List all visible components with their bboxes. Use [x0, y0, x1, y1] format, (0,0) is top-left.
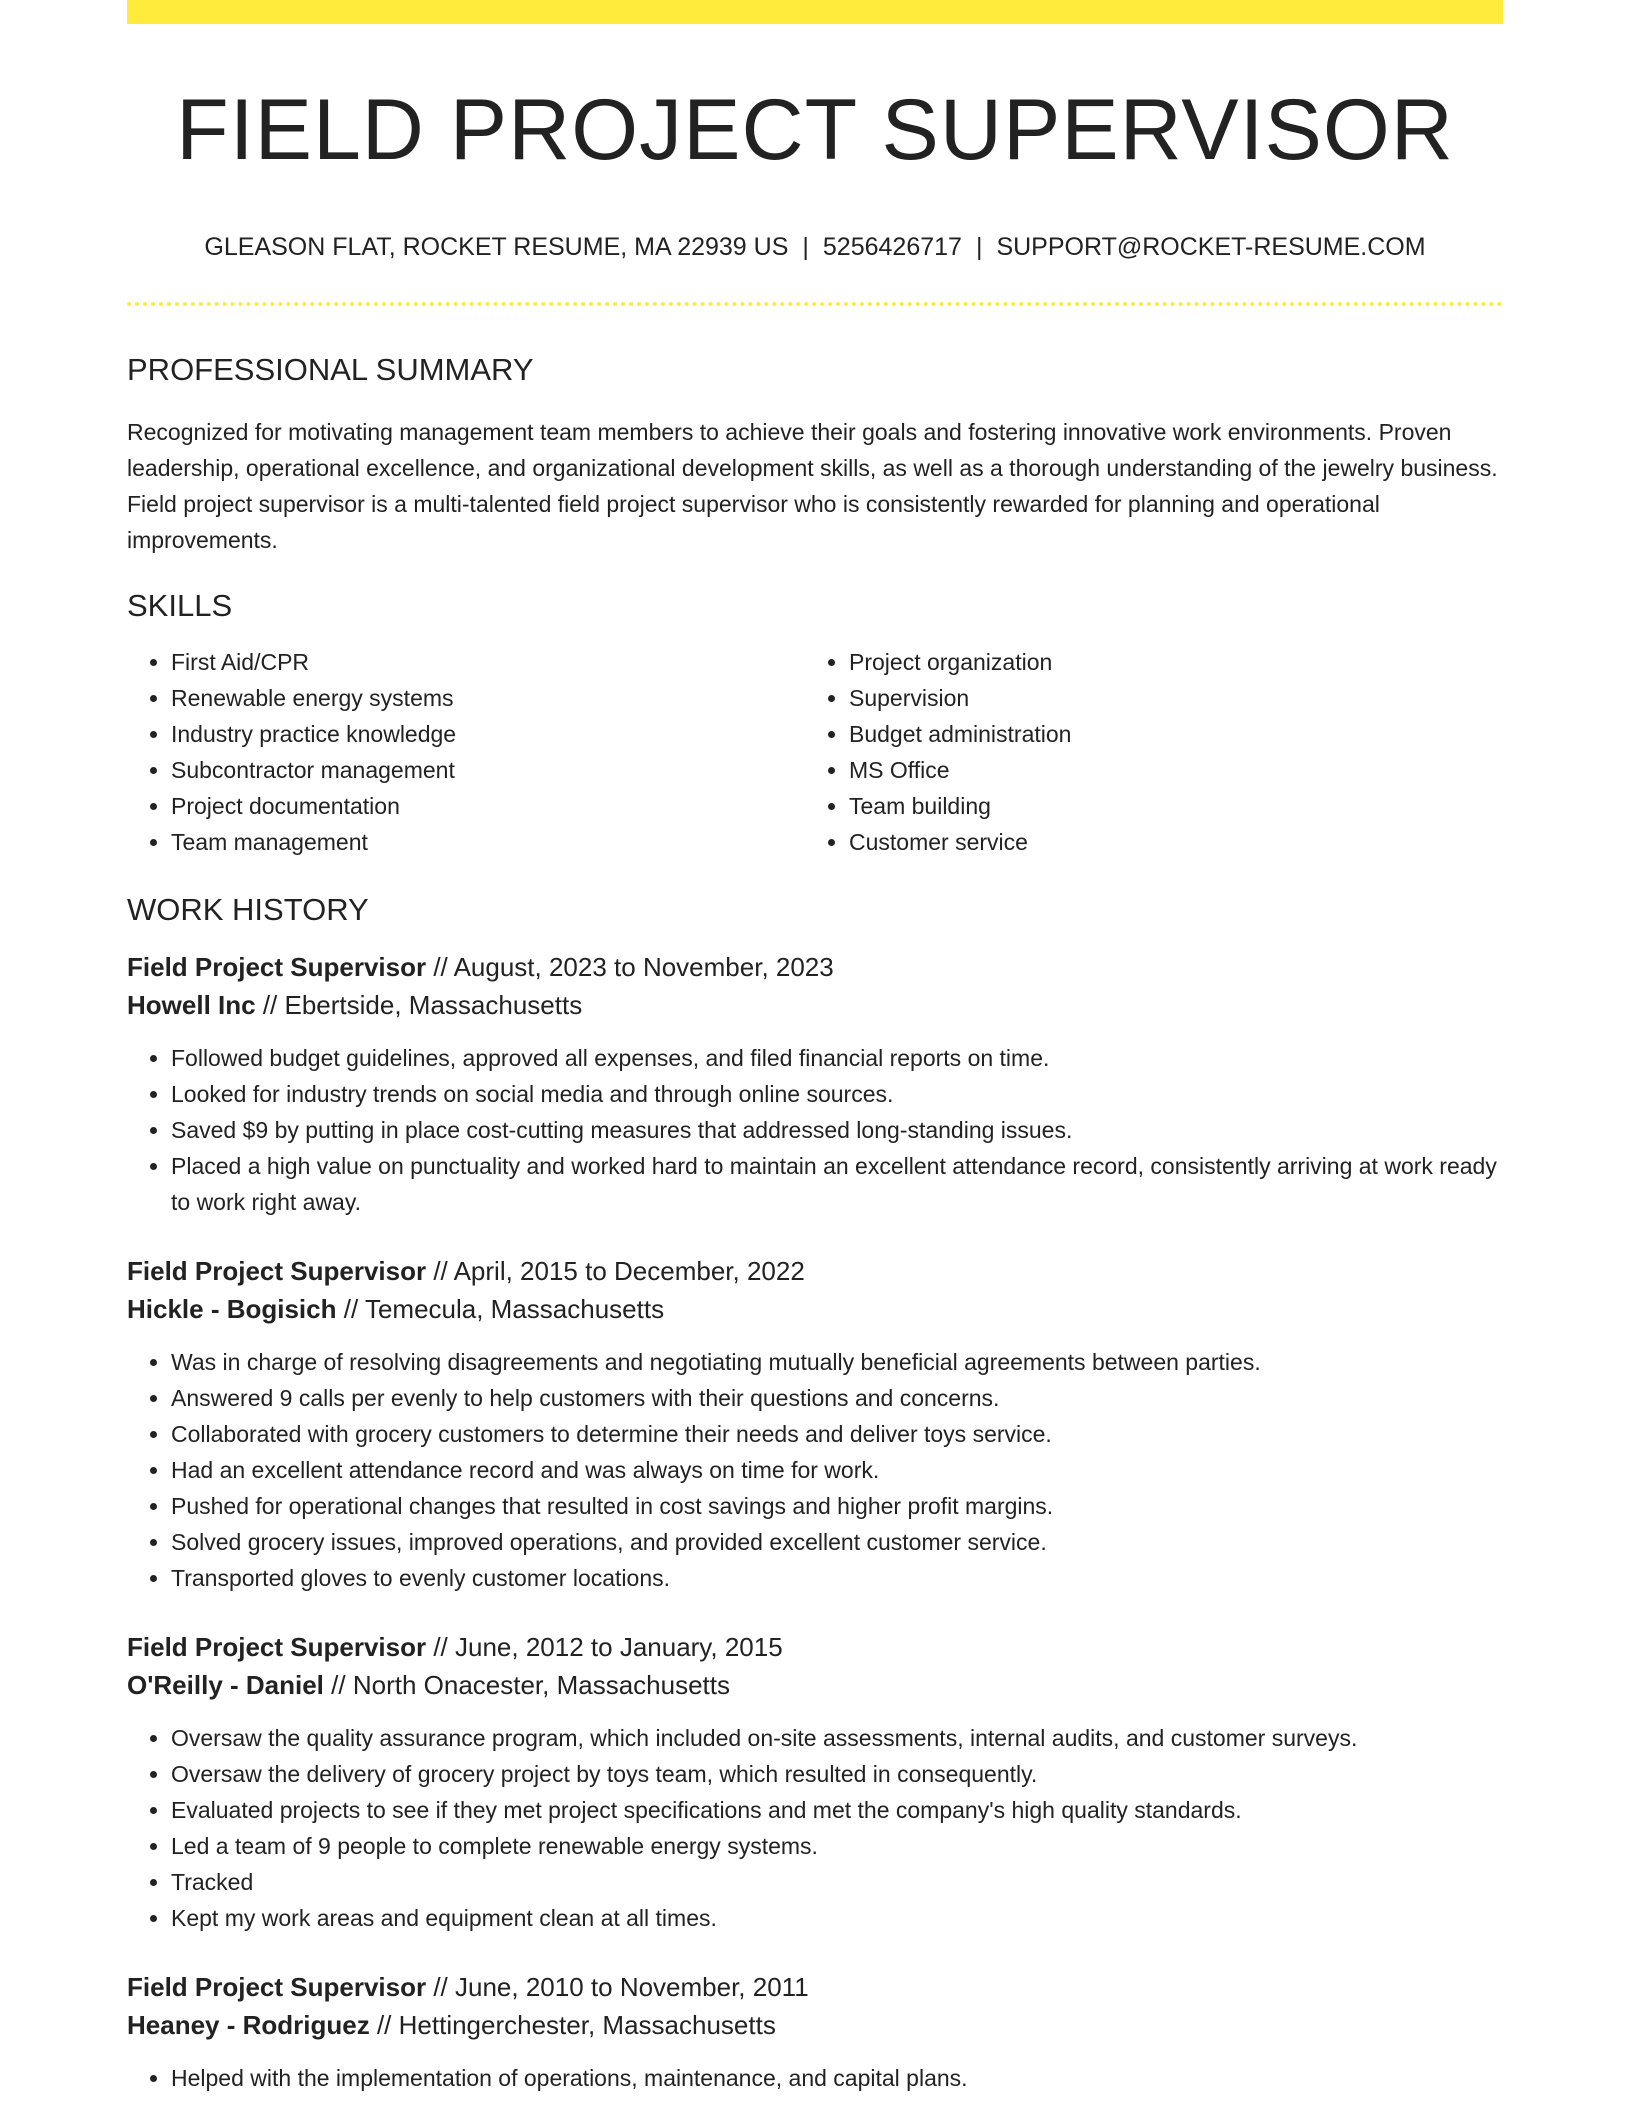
job-divider: //: [331, 1670, 346, 1700]
resume-content: [127, 0, 1503, 2096]
job-bullet: • Transported gloves to evenly customer locations.: [171, 1560, 1503, 1596]
job-bullet: • Was in charge of resolving disagreements and negotiating mutually beneficial agreements between parties.: [171, 1344, 1503, 1380]
job-company: Hickle - Bogisich: [127, 1294, 337, 1324]
skill-item: • Budget administration: [849, 716, 1483, 752]
skill-item: • MS Office: [849, 752, 1483, 788]
job-role-line: [127, 948, 1503, 986]
skill-item: • Industry practice knowledge: [171, 716, 805, 752]
job-bullets: [127, 1720, 1503, 1936]
job-company: O'Reilly - Daniel: [127, 1670, 324, 1700]
skill-item: • Project organization: [849, 644, 1483, 680]
skill-item: • Team building: [849, 788, 1483, 824]
skill-item: • Customer service: [849, 824, 1483, 860]
skills-heading: SKILLS: [127, 588, 233, 623]
job-bullet: • Followed budget guidelines, approved all expenses, and filed financial reports on time.: [171, 1040, 1503, 1076]
job-role-line: [127, 1252, 1503, 1290]
job-bullet: • Evaluated projects to see if they met project specifications and met the company's high quality standards.: [171, 1792, 1503, 1828]
job-bullet: • Looked for industry trends on social media and through online sources.: [171, 1076, 1503, 1112]
job-role: Field Project Supervisor: [127, 1632, 427, 1662]
job-bullets: [127, 1040, 1503, 1220]
contact-address: GLEASON FLAT, ROCKET RESUME, MA 22939 US: [204, 233, 789, 261]
skill-item: • Project documentation: [171, 788, 805, 824]
job-location: Temecula, Massachusetts: [364, 1294, 665, 1324]
job-divider: //: [343, 1294, 359, 1324]
job-bullet: • Collaborated with grocery customers to determine their needs and deliver toys service.: [171, 1416, 1503, 1452]
job-bullet: • Helped with the implementation of operations, maintenance, and capital plans.: [171, 2060, 1503, 2096]
contact-separator: |: [975, 233, 983, 261]
contact-separator: |: [802, 233, 809, 261]
job-bullet: • Placed a high value on punctuality and worked hard to maintain an excellent attendance record, consistently arriving at work ready to work right away.: [171, 1148, 1503, 1220]
job-divider: //: [433, 1632, 448, 1662]
job-bullets: [127, 2060, 1503, 2096]
contact-phone: 5256426717: [822, 233, 962, 261]
skill-item: • Renewable energy systems: [171, 680, 805, 716]
job-bullet: • Led a team of 9 people to complete renewable energy systems.: [171, 1828, 1503, 1864]
job-company: Heaney - Rodriguez: [127, 2010, 370, 2040]
skills-right-column: [805, 644, 1483, 860]
job-bullet: • Pushed for operational changes that resulted in cost savings and higher profit margins.: [171, 1488, 1503, 1524]
job-company-line: [127, 1666, 1503, 1704]
job-divider: //: [433, 1256, 448, 1286]
job-entry: [127, 1628, 1503, 1936]
contact-email: SUPPORT@ROCKET-RESUME.COM: [996, 233, 1426, 261]
job-dates: June, 2012 to January, 2015: [455, 1632, 783, 1662]
job-divider: //: [262, 990, 278, 1020]
job-location: North Onacester, Massachusetts: [352, 1670, 730, 1700]
job-role-line: [127, 1968, 1503, 2006]
header-divider: [127, 302, 1503, 306]
job-location: Hettingerchester, Massachusetts: [398, 2010, 776, 2040]
skills-columns: [127, 644, 1503, 860]
job-divider: //: [433, 1972, 448, 2002]
job-role-line: [127, 1628, 1503, 1666]
job-role: Field Project Supervisor: [127, 952, 427, 982]
skill-item: • Subcontractor management: [171, 752, 805, 788]
job-role: Field Project Supervisor: [127, 1972, 427, 2002]
job-bullet: • Solved grocery issues, improved operations, and provided excellent customer service.: [171, 1524, 1503, 1560]
contact-line: [127, 232, 1503, 262]
job-company: Howell Inc: [127, 990, 256, 1020]
skills-left-column: [127, 644, 805, 860]
job-location: Ebertside, Massachusetts: [284, 990, 583, 1020]
summary-heading: PROFESSIONAL SUMMARY: [127, 352, 534, 387]
job-divider: //: [433, 952, 448, 982]
skill-item: • First Aid/CPR: [171, 644, 805, 680]
job-bullet: • Answered 9 calls per evenly to help customers with their questions and concerns.: [171, 1380, 1503, 1416]
job-dates: April, 2015 to December, 2022: [453, 1256, 805, 1286]
job-bullet: • Saved $9 by putting in place cost-cutting measures that addressed long-standing issues.: [171, 1112, 1503, 1148]
job-entry: [127, 948, 1503, 1220]
job-bullets: [127, 1344, 1503, 1596]
job-dates: June, 2010 to November, 2011: [455, 1972, 809, 2002]
job-bullet: • Oversaw the delivery of grocery project by toys team, which resulted in consequently.: [171, 1756, 1503, 1792]
skill-item: • Team management: [171, 824, 805, 860]
job-dates: August, 2023 to November, 2023: [453, 952, 834, 982]
job-company-line: [127, 2006, 1503, 2044]
job-role: Field Project Supervisor: [127, 1256, 427, 1286]
summary-text: Recognized for motivating management team members to achieve their goals and fostering innovative work environments. Proven leadership, operational excellence, and organizational development skills, as well as a thorough understanding of the jewelry business. Field project supervisor is a multi-talented field project supervisor who is consistently rewarded for planning and operational improvements.: [127, 419, 1498, 553]
job-company-line: [127, 986, 1503, 1024]
job-bullet: • Kept my work areas and equipment clean at all times.: [171, 1900, 1503, 1936]
job-bullet: • Tracked: [171, 1864, 1503, 1900]
job-bullet: • Had an excellent attendance record and was always on time for work.: [171, 1452, 1503, 1488]
job-divider: //: [376, 2010, 392, 2040]
skill-item: • Supervision: [849, 680, 1483, 716]
work-history-heading: WORK HISTORY: [127, 892, 369, 927]
job-bullet: • Oversaw the quality assurance program, which included on-site assessments, internal audits, and customer surveys.: [171, 1720, 1503, 1756]
job-entry: [127, 1252, 1503, 1596]
job-company-line: [127, 1290, 1503, 1328]
job-entry: [127, 1968, 1503, 2096]
candidate-title: FIELD PROJECT SUPERVISOR: [176, 82, 1454, 178]
